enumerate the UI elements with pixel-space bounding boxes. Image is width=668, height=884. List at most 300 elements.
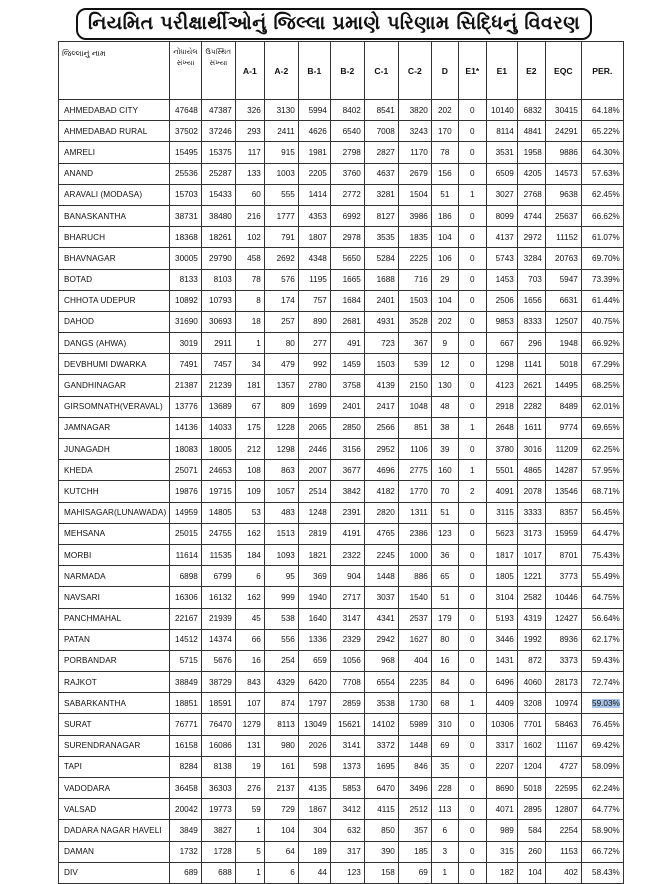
- cell-b1: 890: [298, 311, 330, 332]
- cell-a1: 293: [235, 121, 264, 142]
- cell-per: 62.24%: [581, 778, 623, 799]
- cell-appeared: 18005: [201, 439, 235, 460]
- cell-registered: 15703: [170, 184, 202, 205]
- table-row: [59, 439, 624, 460]
- cell-district: TAPI: [59, 756, 170, 777]
- cell-b2: 3758: [330, 375, 364, 396]
- cell-appeared: 8138: [201, 756, 235, 777]
- cell-appeared: 15375: [201, 142, 235, 163]
- table-row: [59, 375, 624, 396]
- cell-c1: 6554: [364, 672, 398, 693]
- cell-b2: 2391: [330, 502, 364, 523]
- cell-d: 39: [431, 439, 458, 460]
- cell-d: 104: [431, 227, 458, 248]
- cell-a1: 34: [235, 354, 264, 375]
- cell-eqc: 1153: [545, 841, 581, 862]
- cell-e2: 2621: [517, 375, 545, 396]
- cell-district: CHHOTA UDEPUR: [59, 290, 170, 311]
- cell-d: 65: [431, 566, 458, 587]
- cell-e1-star: 0: [458, 311, 486, 332]
- cell-registered: 19876: [170, 481, 202, 502]
- table-row: [59, 290, 624, 311]
- table-row: [59, 778, 624, 799]
- cell-e1-star: 0: [458, 820, 486, 841]
- cell-registered: 13776: [170, 396, 202, 417]
- cell-registered: 20042: [170, 799, 202, 820]
- cell-b2: 2850: [330, 417, 364, 438]
- cell-c1: 2401: [364, 290, 398, 311]
- cell-c1: 3535: [364, 227, 398, 248]
- cell-b2: 2322: [330, 544, 364, 565]
- cell-b1: 1821: [298, 544, 330, 565]
- cell-eqc: 3773: [545, 566, 581, 587]
- cell-e1: 10140: [486, 100, 517, 121]
- cell-c2: 2512: [398, 799, 431, 820]
- cell-eqc: 13546: [545, 481, 581, 502]
- cell-c2: 1770: [398, 481, 431, 502]
- cell-a1: 67: [235, 396, 264, 417]
- cell-eqc: 12507: [545, 311, 581, 332]
- cell-d: 78: [431, 142, 458, 163]
- cell-c2: 1504: [398, 184, 431, 205]
- cell-per: 66.92%: [581, 333, 623, 354]
- cell-b1: 304: [298, 820, 330, 841]
- cell-c1: 1503: [364, 354, 398, 375]
- cell-district: DAMAN: [59, 841, 170, 862]
- cell-e2: 872: [517, 650, 545, 671]
- cell-e2: 3284: [517, 248, 545, 269]
- cell-d: 51: [431, 184, 458, 205]
- cell-registered: 16306: [170, 587, 202, 608]
- cell-b2: 1373: [330, 756, 364, 777]
- cell-e2: 1611: [517, 417, 545, 438]
- cell-c2: 2150: [398, 375, 431, 396]
- cell-a1: 66: [235, 629, 264, 650]
- cell-e2: 5018: [517, 778, 545, 799]
- cell-e1-star: 0: [458, 142, 486, 163]
- cell-eqc: 9638: [545, 184, 581, 205]
- cell-e1: 989: [486, 820, 517, 841]
- cell-a2: 4329: [264, 672, 298, 693]
- cell-e1: 2918: [486, 396, 517, 417]
- table-row: [59, 608, 624, 629]
- cell-e2: 4744: [517, 205, 545, 226]
- cell-per: 72.74%: [581, 672, 623, 693]
- header-registered: [170, 42, 202, 100]
- cell-appeared: 688: [201, 862, 235, 883]
- cell-e1: 5193: [486, 608, 517, 629]
- cell-c1: 4696: [364, 460, 398, 481]
- cell-a2: 980: [264, 735, 298, 756]
- cell-c2: 1540: [398, 587, 431, 608]
- cell-a1: 60: [235, 184, 264, 205]
- cell-e1: 8690: [486, 778, 517, 799]
- cell-e1-star: 0: [458, 290, 486, 311]
- cell-b1: 1807: [298, 227, 330, 248]
- cell-e2: 1992: [517, 629, 545, 650]
- table-row: [59, 629, 624, 650]
- cell-d: 35: [431, 756, 458, 777]
- cell-e1-star: 1: [458, 184, 486, 205]
- cell-e2: 703: [517, 269, 545, 290]
- cell-e1: 667: [486, 333, 517, 354]
- cell-eqc: 8701: [545, 544, 581, 565]
- cell-appeared: 14033: [201, 417, 235, 438]
- cell-c2: 3496: [398, 778, 431, 799]
- table-row: [59, 417, 624, 438]
- cell-eqc: 10446: [545, 587, 581, 608]
- cell-e2: 3016: [517, 439, 545, 460]
- cell-appeared: 38729: [201, 672, 235, 693]
- cell-b1: 44: [298, 862, 330, 883]
- table-row: [59, 184, 624, 205]
- title-container: [0, 8, 668, 40]
- cell-c1: 4931: [364, 311, 398, 332]
- cell-c2: 851: [398, 417, 431, 438]
- cell-eqc: 8489: [545, 396, 581, 417]
- header-d: D: [431, 42, 458, 100]
- cell-appeared: 24653: [201, 460, 235, 481]
- cell-c1: 7008: [364, 121, 398, 142]
- cell-c2: 1730: [398, 693, 431, 714]
- cell-a2: 6: [264, 862, 298, 883]
- cell-c1: 14102: [364, 714, 398, 735]
- cell-per: 68.25%: [581, 375, 623, 396]
- cell-a1: 843: [235, 672, 264, 693]
- cell-appeared: 19773: [201, 799, 235, 820]
- header-c2: C-2: [398, 42, 431, 100]
- cell-per: 65.22%: [581, 121, 623, 142]
- cell-a1: 162: [235, 523, 264, 544]
- cell-district: BHARUCH: [59, 227, 170, 248]
- cell-e1: 1453: [486, 269, 517, 290]
- cell-a2: 1003: [264, 163, 298, 184]
- cell-b2: 1684: [330, 290, 364, 311]
- cell-a1: 45: [235, 608, 264, 629]
- cell-e2: 3173: [517, 523, 545, 544]
- cell-b1: 2819: [298, 523, 330, 544]
- cell-a2: 538: [264, 608, 298, 629]
- cell-c1: 158: [364, 862, 398, 883]
- cell-eqc: 12427: [545, 608, 581, 629]
- cell-registered: 47648: [170, 100, 202, 121]
- cell-c1: 2827: [364, 142, 398, 163]
- cell-e1: 1817: [486, 544, 517, 565]
- cell-a2: 915: [264, 142, 298, 163]
- cell-a2: 555: [264, 184, 298, 205]
- cell-d: 1: [431, 862, 458, 883]
- cell-per: 66.72%: [581, 841, 623, 862]
- cell-registered: 18368: [170, 227, 202, 248]
- cell-b2: 3141: [330, 735, 364, 756]
- cell-district: AMRELI: [59, 142, 170, 163]
- cell-c2: 716: [398, 269, 431, 290]
- cell-b1: 4353: [298, 205, 330, 226]
- cell-registered: 14959: [170, 502, 202, 523]
- cell-d: 130: [431, 375, 458, 396]
- cell-e1-star: 0: [458, 269, 486, 290]
- table-body: [59, 100, 624, 884]
- header-b2: B-2: [330, 42, 364, 100]
- cell-eqc: 1948: [545, 333, 581, 354]
- cell-e2: 3208: [517, 693, 545, 714]
- cell-d: 84: [431, 672, 458, 693]
- cell-b1: 1797: [298, 693, 330, 714]
- table-row: [59, 396, 624, 417]
- cell-d: 69: [431, 735, 458, 756]
- cell-c2: 846: [398, 756, 431, 777]
- cell-a1: 19: [235, 756, 264, 777]
- cell-d: 36: [431, 544, 458, 565]
- cell-per: 64.18%: [581, 100, 623, 121]
- cell-b2: 2772: [330, 184, 364, 205]
- cell-c2: 1503: [398, 290, 431, 311]
- cell-per: 62.45%: [581, 184, 623, 205]
- cell-a1: 326: [235, 100, 264, 121]
- table-row: [59, 227, 624, 248]
- cell-e1-star: 0: [458, 778, 486, 799]
- cell-c2: 5989: [398, 714, 431, 735]
- cell-district: BHAVNAGAR: [59, 248, 170, 269]
- header-registered-line1: નોંધાયેલ: [173, 47, 198, 56]
- cell-district: JUNAGADH: [59, 439, 170, 460]
- cell-eqc: 25637: [545, 205, 581, 226]
- cell-district: KUTCHH: [59, 481, 170, 502]
- cell-e1-star: 0: [458, 100, 486, 121]
- header-e2: E2: [517, 42, 545, 100]
- cell-c2: 2537: [398, 608, 431, 629]
- cell-eqc: 28173: [545, 672, 581, 693]
- cell-d: 156: [431, 163, 458, 184]
- cell-b1: 2514: [298, 481, 330, 502]
- cell-eqc: 20763: [545, 248, 581, 269]
- cell-e1-star: 0: [458, 205, 486, 226]
- cell-e1: 2506: [486, 290, 517, 311]
- cell-registered: 21387: [170, 375, 202, 396]
- cell-d: 3: [431, 841, 458, 862]
- cell-e1: 9853: [486, 311, 517, 332]
- cell-eqc: 11167: [545, 735, 581, 756]
- cell-d: 123: [431, 523, 458, 544]
- cell-registered: 3019: [170, 333, 202, 354]
- cell-district: GANDHINAGAR: [59, 375, 170, 396]
- cell-a1: 18: [235, 311, 264, 332]
- cell-e1: 8099: [486, 205, 517, 226]
- cell-registered: 76771: [170, 714, 202, 735]
- cell-b2: 2859: [330, 693, 364, 714]
- cell-b1: 2205: [298, 163, 330, 184]
- header-a1: A-1: [235, 42, 264, 100]
- cell-e1: 2648: [486, 417, 517, 438]
- cell-a2: 1298: [264, 439, 298, 460]
- cell-a2: 174: [264, 290, 298, 311]
- cell-e2: 4060: [517, 672, 545, 693]
- cell-e2: 1656: [517, 290, 545, 311]
- cell-d: 51: [431, 587, 458, 608]
- cell-e2: 260: [517, 841, 545, 862]
- cell-district: SABARKANTHA: [59, 693, 170, 714]
- cell-per: 66.62%: [581, 205, 623, 226]
- cell-per: 58.90%: [581, 820, 623, 841]
- cell-district: GIRSOMNATH(VERAVAL): [59, 396, 170, 417]
- cell-district: BOTAD: [59, 269, 170, 290]
- cell-c1: 1448: [364, 566, 398, 587]
- cell-e1-star: 1: [458, 693, 486, 714]
- cell-per: 56.45%: [581, 502, 623, 523]
- cell-c1: 968: [364, 650, 398, 671]
- cell-c2: 1448: [398, 735, 431, 756]
- cell-e1: 4123: [486, 375, 517, 396]
- cell-e1-star: 0: [458, 523, 486, 544]
- cell-a1: 133: [235, 163, 264, 184]
- cell-b1: 2026: [298, 735, 330, 756]
- cell-per: 58.43%: [581, 862, 623, 883]
- cell-b1: 2446: [298, 439, 330, 460]
- cell-e1-star: 0: [458, 629, 486, 650]
- cell-b1: 4626: [298, 121, 330, 142]
- cell-e2: 4865: [517, 460, 545, 481]
- cell-eqc: 12807: [545, 799, 581, 820]
- cell-district: DADARA NAGAR HAVELI: [59, 820, 170, 841]
- cell-e2: 2768: [517, 184, 545, 205]
- highlighted-value: 59.03%: [592, 698, 620, 708]
- cell-b1: 598: [298, 756, 330, 777]
- cell-e1: 182: [486, 862, 517, 883]
- cell-appeared: 16086: [201, 735, 235, 756]
- cell-per: 75.43%: [581, 544, 623, 565]
- cell-a2: 1513: [264, 523, 298, 544]
- cell-eqc: 9886: [545, 142, 581, 163]
- cell-appeared: 37246: [201, 121, 235, 142]
- cell-a1: 102: [235, 227, 264, 248]
- cell-a2: 791: [264, 227, 298, 248]
- cell-d: 104: [431, 290, 458, 311]
- cell-a1: 458: [235, 248, 264, 269]
- cell-per: 62.17%: [581, 629, 623, 650]
- cell-per: 69.42%: [581, 735, 623, 756]
- table-row: [59, 566, 624, 587]
- cell-e2: 2078: [517, 481, 545, 502]
- cell-appeared: 18591: [201, 693, 235, 714]
- cell-b2: 3842: [330, 481, 364, 502]
- cell-appeared: 14805: [201, 502, 235, 523]
- cell-c1: 1688: [364, 269, 398, 290]
- cell-e1-star: 0: [458, 544, 486, 565]
- cell-b1: 277: [298, 333, 330, 354]
- cell-c1: 4765: [364, 523, 398, 544]
- cell-b1: 1640: [298, 608, 330, 629]
- cell-b1: 6420: [298, 672, 330, 693]
- table-row: [59, 142, 624, 163]
- cell-e2: 584: [517, 820, 545, 841]
- cell-district: BANASKANTHA: [59, 205, 170, 226]
- cell-b2: 2401: [330, 396, 364, 417]
- cell-c1: 2952: [364, 439, 398, 460]
- cell-a2: 161: [264, 756, 298, 777]
- cell-e1: 3531: [486, 142, 517, 163]
- cell-appeared: 3827: [201, 820, 235, 841]
- cell-a1: 109: [235, 481, 264, 502]
- cell-c2: 1106: [398, 439, 431, 460]
- cell-district: NAVSARI: [59, 587, 170, 608]
- cell-a2: 80: [264, 333, 298, 354]
- cell-registered: 11614: [170, 544, 202, 565]
- cell-appeared: 29790: [201, 248, 235, 269]
- cell-b1: 992: [298, 354, 330, 375]
- header-c1: C-1: [364, 42, 398, 100]
- cell-a2: 2692: [264, 248, 298, 269]
- cell-registered: 8284: [170, 756, 202, 777]
- cell-appeared: 21239: [201, 375, 235, 396]
- cell-c1: 2245: [364, 544, 398, 565]
- cell-e1-star: 0: [458, 735, 486, 756]
- table-row: [59, 714, 624, 735]
- cell-b2: 2681: [330, 311, 364, 332]
- cell-e1: 3317: [486, 735, 517, 756]
- cell-b1: 1195: [298, 269, 330, 290]
- cell-e1: 4071: [486, 799, 517, 820]
- cell-appeared: 36303: [201, 778, 235, 799]
- cell-district: ANAND: [59, 163, 170, 184]
- cell-c2: 886: [398, 566, 431, 587]
- cell-b2: 1459: [330, 354, 364, 375]
- table-header-row: [59, 42, 624, 100]
- cell-d: 179: [431, 608, 458, 629]
- cell-per: 73.39%: [581, 269, 623, 290]
- cell-e1-star: 0: [458, 587, 486, 608]
- cell-d: 48: [431, 396, 458, 417]
- cell-eqc: 8936: [545, 629, 581, 650]
- cell-eqc: 9774: [545, 417, 581, 438]
- cell-b2: 3677: [330, 460, 364, 481]
- cell-b2: 5853: [330, 778, 364, 799]
- cell-b2: 3760: [330, 163, 364, 184]
- cell-appeared: 6799: [201, 566, 235, 587]
- cell-c1: 2942: [364, 629, 398, 650]
- cell-d: 51: [431, 502, 458, 523]
- cell-e2: 296: [517, 333, 545, 354]
- cell-per: 69.65%: [581, 417, 623, 438]
- cell-eqc: 11209: [545, 439, 581, 460]
- cell-c1: 4115: [364, 799, 398, 820]
- cell-eqc: 22595: [545, 778, 581, 799]
- table-row: [59, 523, 624, 544]
- cell-district: KHEDA: [59, 460, 170, 481]
- cell-per: 58.09%: [581, 756, 623, 777]
- cell-b2: 2978: [330, 227, 364, 248]
- cell-a1: 6: [235, 566, 264, 587]
- cell-a1: 184: [235, 544, 264, 565]
- cell-registered: 1732: [170, 841, 202, 862]
- cell-c2: 404: [398, 650, 431, 671]
- cell-district: ARAVALI (MODASA): [59, 184, 170, 205]
- cell-e1-star: 0: [458, 799, 486, 820]
- cell-e1: 8114: [486, 121, 517, 142]
- cell-d: 38: [431, 417, 458, 438]
- cell-eqc: 30415: [545, 100, 581, 121]
- cell-a2: 809: [264, 396, 298, 417]
- cell-b2: 2329: [330, 629, 364, 650]
- table-row: [59, 587, 624, 608]
- cell-b1: 757: [298, 290, 330, 311]
- cell-per: 61.44%: [581, 290, 623, 311]
- cell-a1: 59: [235, 799, 264, 820]
- cell-registered: 18851: [170, 693, 202, 714]
- cell-c2: 3820: [398, 100, 431, 121]
- cell-e1: 3104: [486, 587, 517, 608]
- cell-e2: 1017: [517, 544, 545, 565]
- cell-b2: 491: [330, 333, 364, 354]
